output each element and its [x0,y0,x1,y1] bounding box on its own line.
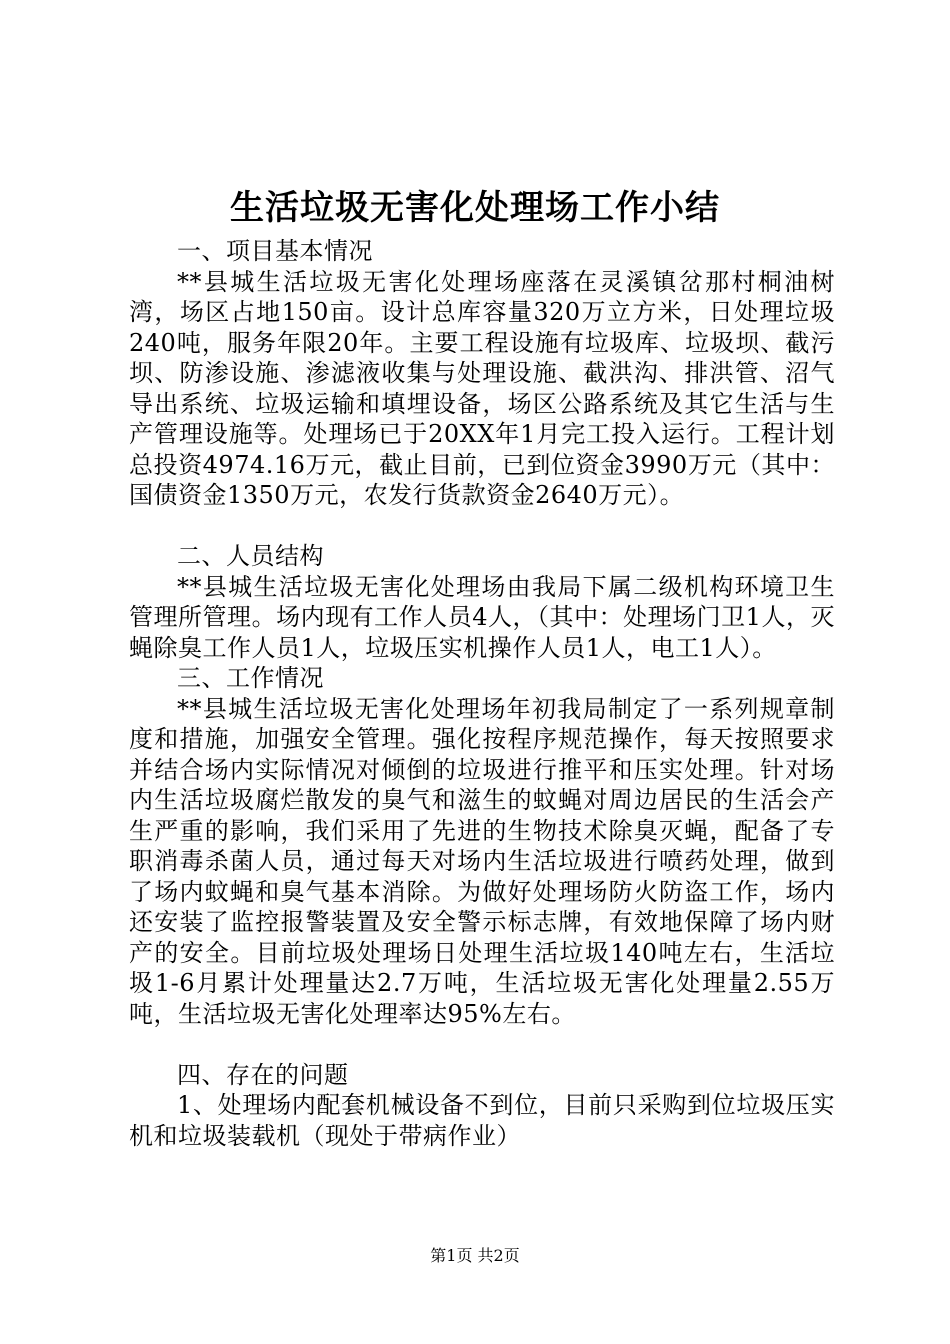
document-body [129,236,835,1151]
section-heading-1: 一、项目基本情况 [177,237,373,265]
section-heading-3: 三、工作情况 [177,664,324,692]
paragraph-project-overview: **县城生活垃圾无害化处理场座落在灵溪镇岔那村桐油树湾，场区占地150亩。设计总库容量320万立方米，日处理垃圾240吨，服务年限20年。主要工程设施有垃圾库、垃圾坝、截污坝、防渗设施、渗滤液收集与处理设施、截洪沟、排洪管、沼气导出系统、垃圾运输和填埋设备，场区公路系统及其它生活与生产管理设施等。处理场已于20XX年1月完工投入运行。工程计划总投资4974.16万元，截止目前，已到位资金3990万元（其中：国债资金1350万元，农发行货款资金2640万元）。 [129,267,835,509]
paragraph-issue-1: 1、处理场内配套机械设备不到位，目前只采购到位垃圾压实机和垃圾装载机（现处于带病作业） [129,1091,835,1150]
document-title: 生活垃圾无害化处理场工作小结 [230,188,720,228]
page-footer: 第1页 共2页 [430,1246,520,1265]
paragraph-work-status: **县城生活垃圾无害化处理场年初我局制定了一系列规章制度和措施，加强安全管理。强化按程序规范操作，每天按照要求并结合场内实际情况对倾倒的垃圾进行推平和压实处理。针对场内生活垃圾腐烂散发的臭气和滋生的蚊蝇对周边居民的生活会产生严重的影响，我们采用了先进的生物技术除臭灭蝇，配备了专职消毒杀菌人员，通过每天对场内生活垃圾进行喷药处理，做到了场内蚊蝇和臭气基本消除。为做好处理场防火防盗工作，场内还安装了监控报警装置及安全警示标志牌，有效地保障了场内财产的安全。目前垃圾处理场日处理生活垃圾140吨左右，生活垃圾1-6月累计处理量达2.7万吨，生活垃圾无害化处理量2.55万吨，生活垃圾无害化处理率达95%左右。 [129,694,835,1028]
paragraph-staff-structure: **县城生活垃圾无害化处理场由我局下属二级机构环境卫生管理所管理。场内现有工作人员4人，（其中：处理场门卫1人，灭蝇除臭工作人员1人，垃圾压实机操作人员1人，电工1人）。 [129,572,835,662]
section-heading-4: 四、存在的问题 [177,1060,349,1089]
section-heading-2: 二、人员结构 [177,542,324,570]
